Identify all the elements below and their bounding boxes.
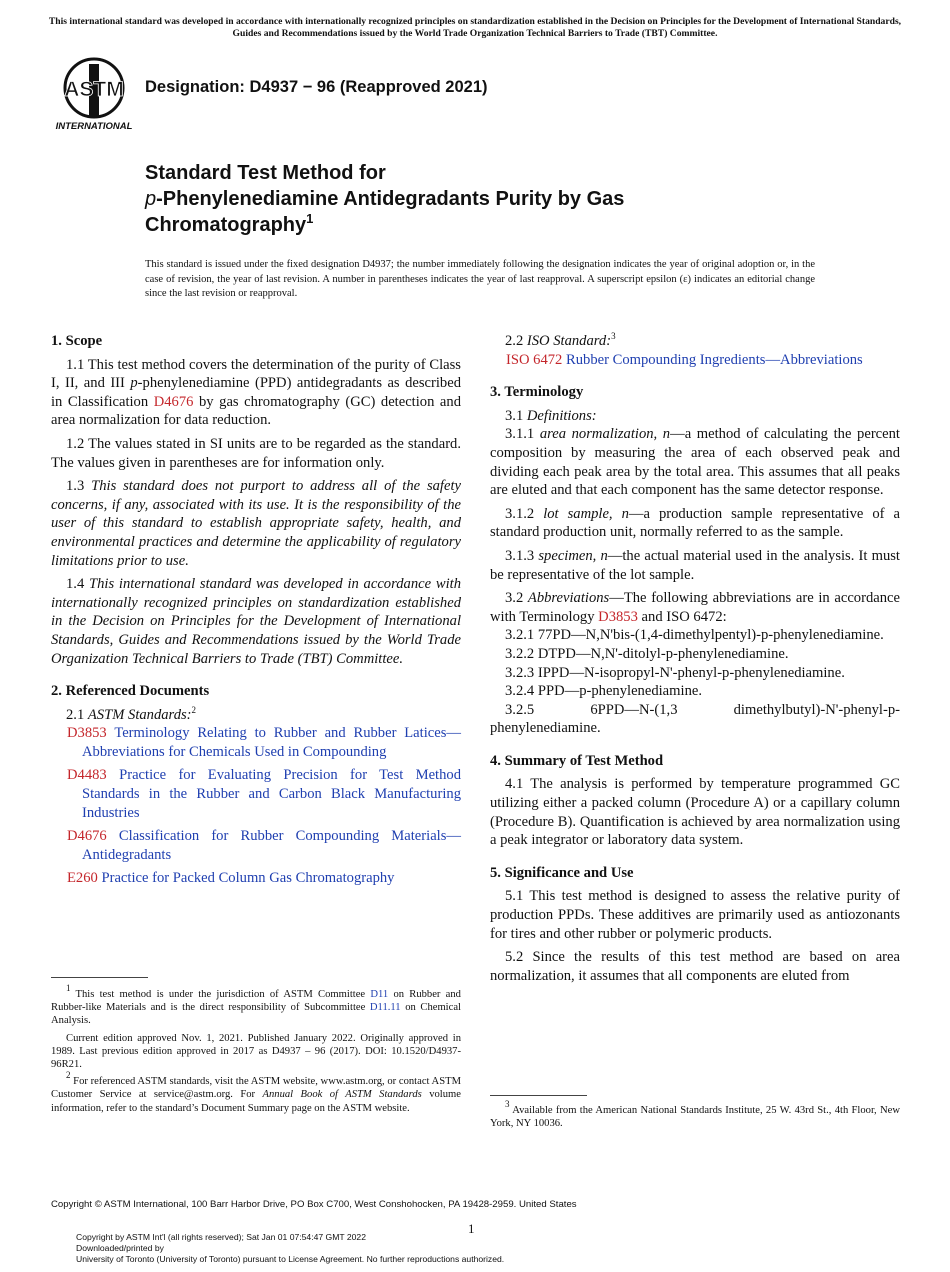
section-3-heading: 3. Terminology bbox=[490, 384, 584, 401]
para-2-2: 2.2 ISO Standard:$^3$ bbox=[505, 331, 616, 349]
para-5-2: 5.2 Since the results of this test method are based on area normalization, it assumes that all components are eluted from bbox=[490, 949, 900, 984]
copyright: Copyright © ASTM International, 100 Barr Harbor Drive, PO Box C700, West Conshohocken, PA 19428-2959. United States bbox=[51, 1199, 577, 1210]
para-1-1: 1.1 This test method covers the determination of the purity of Class I, II, and III p-phenylenediamine (PPD) antidegradants as described in Classification D4676 by gas chromatography (GC) detection and area normalization for data reduction. bbox=[51, 356, 462, 429]
left-column bbox=[51, 332, 461, 893]
logo-subtext: INTERNATIONAL bbox=[55, 121, 133, 132]
para-3-2-1: 3.2.1 77PD—N,N'bis-(1,4-dimethylpentyl)-p-phenylenediamine. bbox=[505, 627, 884, 644]
para-2-1: 2.1 ASTM Standards:$^2$ bbox=[66, 704, 197, 723]
link-d11[interactable]: D11 bbox=[370, 989, 389, 1000]
ref-iso-6472[interactable]: ISO 6472 Rubber Compounding Ingredients—Abbreviations bbox=[506, 351, 863, 368]
right-column bbox=[490, 332, 900, 990]
title-line-1: Standard Test Method for bbox=[145, 162, 386, 184]
title-line-3: Chromatography$^1$ bbox=[145, 211, 314, 236]
link-d4676[interactable]: D4676 bbox=[153, 393, 194, 410]
para-3-1-1: 3.1.1 area normalization, n—a method of calculating the percent composition by measuring the area of each observed peak and dividing each peak area by the total area. This assumes that all peaks are eluted and that each component has the same detector response. bbox=[490, 426, 900, 499]
logo-text: ASTM bbox=[64, 78, 124, 101]
para-3-1: 3.1 Definitions: bbox=[505, 407, 597, 424]
footnotes-right bbox=[490, 1099, 900, 1134]
footnote-2: $^2$ For referenced ASTM standards, visit the ASTM website, www.astm.org, or contact ASTM Customer Service at service@astm.org. For Annual Book of ASTM Standards volume information, refer to the standard’s Document Summary page on the ASTM website. bbox=[51, 1070, 461, 1114]
section-2-heading: 2. Referenced Documents bbox=[51, 683, 210, 700]
footnote-divider bbox=[51, 977, 148, 978]
title-footnote-ref[interactable]: 1 bbox=[306, 211, 314, 226]
link-d11-11[interactable]: D11.11 bbox=[369, 1002, 401, 1014]
link-d3853[interactable]: D3853 bbox=[598, 608, 638, 625]
title-line-2: p-Phenylenediamine Antidegradants Purity by Gas bbox=[145, 188, 625, 210]
para-1-4: 1.4 This international standard was developed in accordance with internationally recognized principles on standardization established in the Decision on Principles for the Development of International Standards, Guides and Recommendations issued by the World Trade Organization Technical Barriers to Trade (TBT) Committee. bbox=[51, 576, 462, 667]
issue-note: This standard is issued under the fixed designation D4937; the number immediately following the designation indicates the year of original adoption or, in the case of revision, the year of last revision. A number in parentheses indicates the year of last reapproval. A superscript epsilon (ε) indicates an editorial change since the last revision or reapproval. bbox=[145, 259, 815, 299]
page-number: 1 bbox=[468, 1221, 475, 1236]
footnote-1-edition: Current edition approved Nov. 1, 2021. Published January 2022. Originally approved in 1989. Last previous edition approved in 2017 as D4937 – 96 (2017). DOI: 10.1520/D4937-96R21. bbox=[51, 1032, 461, 1071]
top-notice: This international standard was developed in accordance with internationally recognized principles on standardization established in the Decision on Principles for the Development of International Standards, Guides and Recommendations issued by the World Trade Organization Technical Barriers to Trade (TBT) Committee. bbox=[48, 16, 902, 39]
section-4-heading: 4. Summary of Test Method bbox=[490, 752, 664, 769]
para-3-1-3: 3.1.3 specimen, n—the actual material used in the analysis. It must be representative of the lot sample. bbox=[490, 547, 900, 583]
para-3-2-3: 3.2.3 IPPD—N-isopropyl-N'-phenyl-p-phenylenediamine. bbox=[505, 664, 845, 681]
footnotes-left bbox=[51, 983, 461, 1119]
section-5-heading: 5. Significance and Use bbox=[490, 864, 634, 881]
para-3-2-4: 3.2.4 PPD—p-phenylenediamine. bbox=[505, 683, 702, 700]
ref-d4483[interactable]: D4483 Practice for Evaluating Precision for Test Method Standards in the Rubber and Carbon Black Manufacturing Industries bbox=[67, 767, 461, 821]
footnote-divider-right bbox=[490, 1095, 587, 1096]
para-5-1: 5.1 This test method is designed to assess the relative purity of production PPDs. These additives are primarily used as antiozonants for tires and other rubber or polymeric products. bbox=[490, 888, 900, 942]
para-3-2-5: 3.2.5 6PPD—N-(1,3 dimethylbutyl)-N'-phenyl-p-phenylenediamine. bbox=[490, 701, 900, 737]
footnote-3: $^3$ Available from the American National Standards Institute, 25 W. 43rd St., 4th Floor, New York, NY 10036. bbox=[490, 1099, 900, 1130]
para-1-2: 1.2 The values stated in SI units are to be regarded as the standard. The values given in parentheses are for information only. bbox=[51, 435, 461, 471]
download-notice: Copyright by ASTM Int'l (all rights reserved); Sat Jan 01 07:54:47 GMT 2022 Downloaded/printed by University of Toronto (University of Toronto) pursuant to License Agreement. No further reproductions authorized. bbox=[76, 1232, 505, 1264]
document-title bbox=[145, 160, 845, 238]
footnote-1: $^1$ This test method is under the jurisdiction of ASTM Committee D11 on Rubber and Rubber-like Materials and is the direct responsibility of Subcommittee D11.11 on Chemical Analysis. bbox=[51, 983, 461, 1027]
para-4-1: 4.1 The analysis is performed by temperature programmed GC utilizing either a packed column (Procedure A) or a capillary column (Procedure B). Quantification is achieved by area normalization using a peak integrator or laboratory data system. bbox=[490, 776, 900, 849]
ref-d4676[interactable]: D4676 Classification for Rubber Compounding Materials—Antidegradants bbox=[67, 828, 461, 863]
para-3-1-2: 3.1.2 lot sample, n—a production sample representative of a standard production unit, normally referred to as the sample. bbox=[490, 505, 900, 541]
ref-d3853[interactable]: D3853 Terminology Relating to Rubber and Rubber Latices—Abbreviations for Chemicals Used in Compounding bbox=[67, 725, 462, 760]
ref-e260[interactable]: E260 Practice for Packed Column Gas Chromatography bbox=[67, 870, 395, 887]
designation: Designation: D4937 − 96 (Reapproved 2021) bbox=[145, 78, 488, 96]
para-1-3: 1.3 This standard does not purport to address all of the safety concerns, if any, associated with its use. It is the responsibility of the user of this standard to establish appropriate safety, health, and environmental practices and determine the applicability of regulatory limitations prior to use. bbox=[51, 478, 461, 569]
section-1-heading: 1. Scope bbox=[51, 333, 103, 349]
astm-logo bbox=[52, 56, 136, 134]
para-3-2: 3.2 Abbreviations—The following abbreviations are in accordance with Terminology D3853 and ISO 6472: bbox=[490, 590, 900, 625]
para-3-2-2: 3.2.2 DTPD—N,N'-ditolyl-p-phenylenediamine. bbox=[505, 645, 789, 662]
